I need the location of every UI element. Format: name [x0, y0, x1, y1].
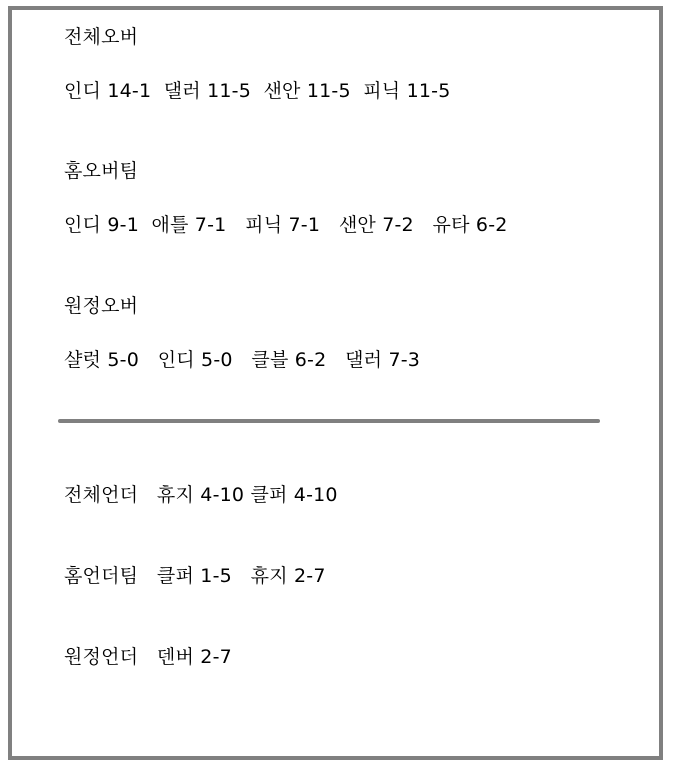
away-over-heading: 원정오버	[64, 295, 139, 317]
total-over-list: 인디 14-1 댈러 11-5 샌안 11-5 피닉 11-5	[64, 80, 451, 102]
total-under-line: 전체언더 휴지 4-10 클퍼 4-10	[64, 484, 338, 506]
section-divider	[58, 419, 600, 423]
total-over-heading: 전체오버	[64, 26, 139, 48]
away-under-line: 원정언더 덴버 2-7	[64, 646, 232, 668]
home-over-heading: 홈오버팀	[64, 160, 139, 182]
home-under-line: 홈언더팀 클퍼 1-5 휴지 2-7	[64, 565, 326, 587]
home-over-list: 인디 9-1 애틀 7-1 피닉 7-1 샌안 7-2 유타 6-2	[64, 214, 508, 236]
away-over-list: 샬럿 5-0 인디 5-0 클블 6-2 댈러 7-3	[64, 349, 421, 371]
